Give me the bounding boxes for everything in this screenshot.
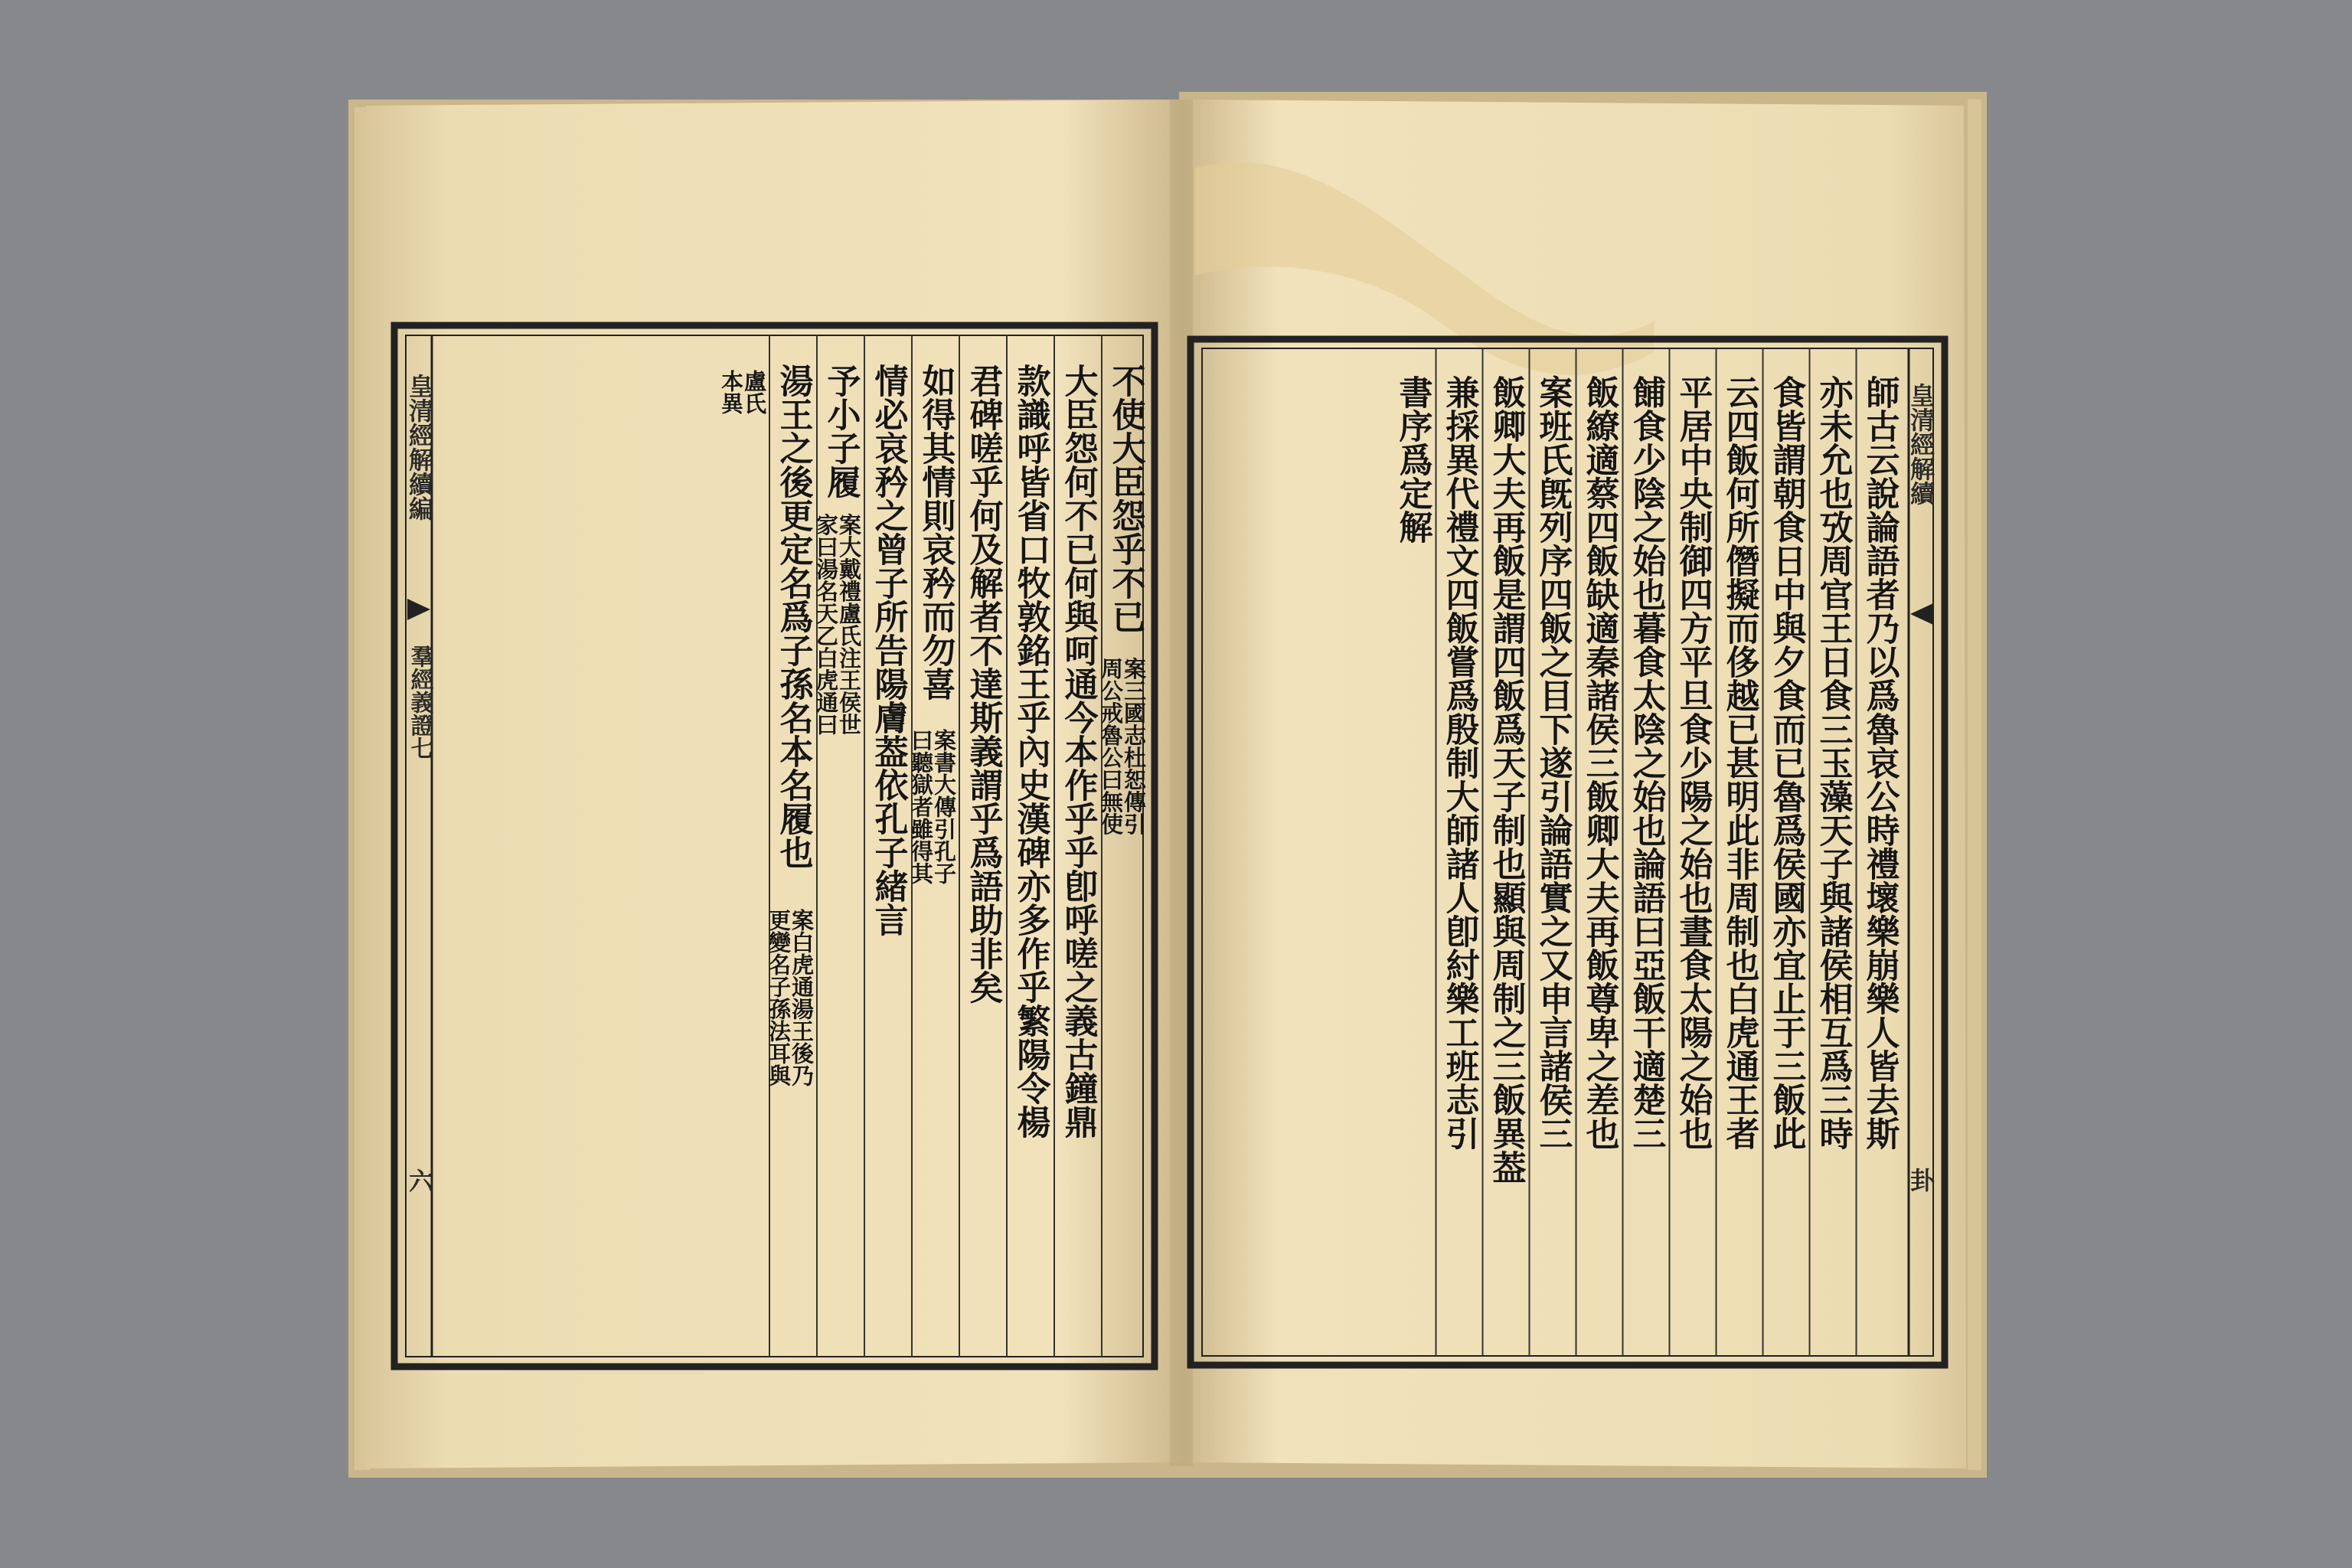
text-column-2: 亦未允也攷周官王日食三玉藻天子與諸侯相互爲三時 — [1813, 375, 1853, 1150]
text-column-7: 飯繚適蔡四飯缺適秦諸侯三飯卿大夫再飯尊卑之差也 — [1579, 375, 1619, 1150]
right-margin-title: 皇清經解續 — [1906, 383, 1936, 505]
annotation-note-1-2: 周公戒魯公曰無使 — [1098, 657, 1124, 835]
text-column-6: 餔食少陰之始也暮食太陰之始也論語曰亞飯干適楚三 — [1626, 375, 1666, 1150]
text-column-5: 平居中央制御四方平旦食少陽之始也晝食太陽之始也 — [1673, 375, 1713, 1150]
annotation-note-7-2: 家曰湯名天乙白虎通曰 — [813, 513, 839, 736]
text-column-6: 情必哀矜之曾子所告陽膚葢依孔子緒言 — [868, 364, 908, 936]
annotation-note-5-2: 曰聽獄者雖得其 — [908, 729, 934, 885]
text-column-9: 飯卿大夫再飯是謂四飯爲天子制也顯與周制之三飯異葢 — [1486, 375, 1526, 1184]
text-column-10: 兼採異代禮文四飯嘗爲殷制大師諸人卽紂樂工班志引 — [1439, 375, 1479, 1150]
left-folio: 六 — [405, 1168, 434, 1193]
text-column-3: 款識呼皆省口牧敦銘王乎內史漢碑亦多作乎繁陽令楊 — [1011, 364, 1050, 1138]
right-folio: 卦 — [1906, 1168, 1936, 1192]
left-margin-title: 皇清經解續編 — [405, 374, 434, 521]
text-column-3: 食皆謂朝食日中與夕食而已魯爲侯國亦宜止于三飯此 — [1766, 375, 1806, 1150]
right-text-columns — [1393, 375, 1900, 1184]
text-column-2: 大臣怨何不已何與呵通今本作乎乎卽呼嗟之義古鐘鼎 — [1058, 364, 1098, 1138]
text-column-4: 云四飯何所僭擬而侈越已甚明此非周制也白虎通王者 — [1720, 375, 1759, 1150]
text-column-1: 師古云說論語者乃以爲魯哀公時禮壞樂崩樂人皆去斯 — [1860, 375, 1900, 1150]
text-column-1: 不使大臣怨乎不已 — [1106, 364, 1145, 633]
annotation-note-8-1: 案白虎通湯王後乃 — [789, 908, 815, 1086]
text-column-8: 案班氏旣列序四飯之目下遂引論語實之又申言諸侯三 — [1533, 375, 1573, 1150]
annotation-note-8-2: 更變名子孫法耳與 — [766, 908, 792, 1086]
left-margin-section: 羣經義證七 — [406, 645, 433, 760]
text-column-4: 君碑嗟乎何及解者不達斯義謂乎爲語助非矣 — [963, 364, 1003, 1004]
annotation-note-9-2: 本異 — [718, 370, 744, 414]
annotation-note-9-1: 盧氏 — [741, 370, 767, 414]
text-column-11: 書序爲定解 — [1393, 375, 1432, 544]
annotation-note-5-1: 案書大傳引孔子 — [931, 729, 957, 885]
text-column-8: 湯王之後更定名爲子孫名本名履也 — [773, 364, 813, 869]
text-column-5: 如得其情則哀矜而勿喜 — [916, 364, 956, 701]
text-column-7: 予小子履 — [821, 364, 861, 498]
annotation-note-7-1: 案大戴禮盧氏注王侯世 — [836, 513, 862, 736]
annotation-note-1-1: 案三國志杜恕傳引 — [1121, 657, 1147, 835]
